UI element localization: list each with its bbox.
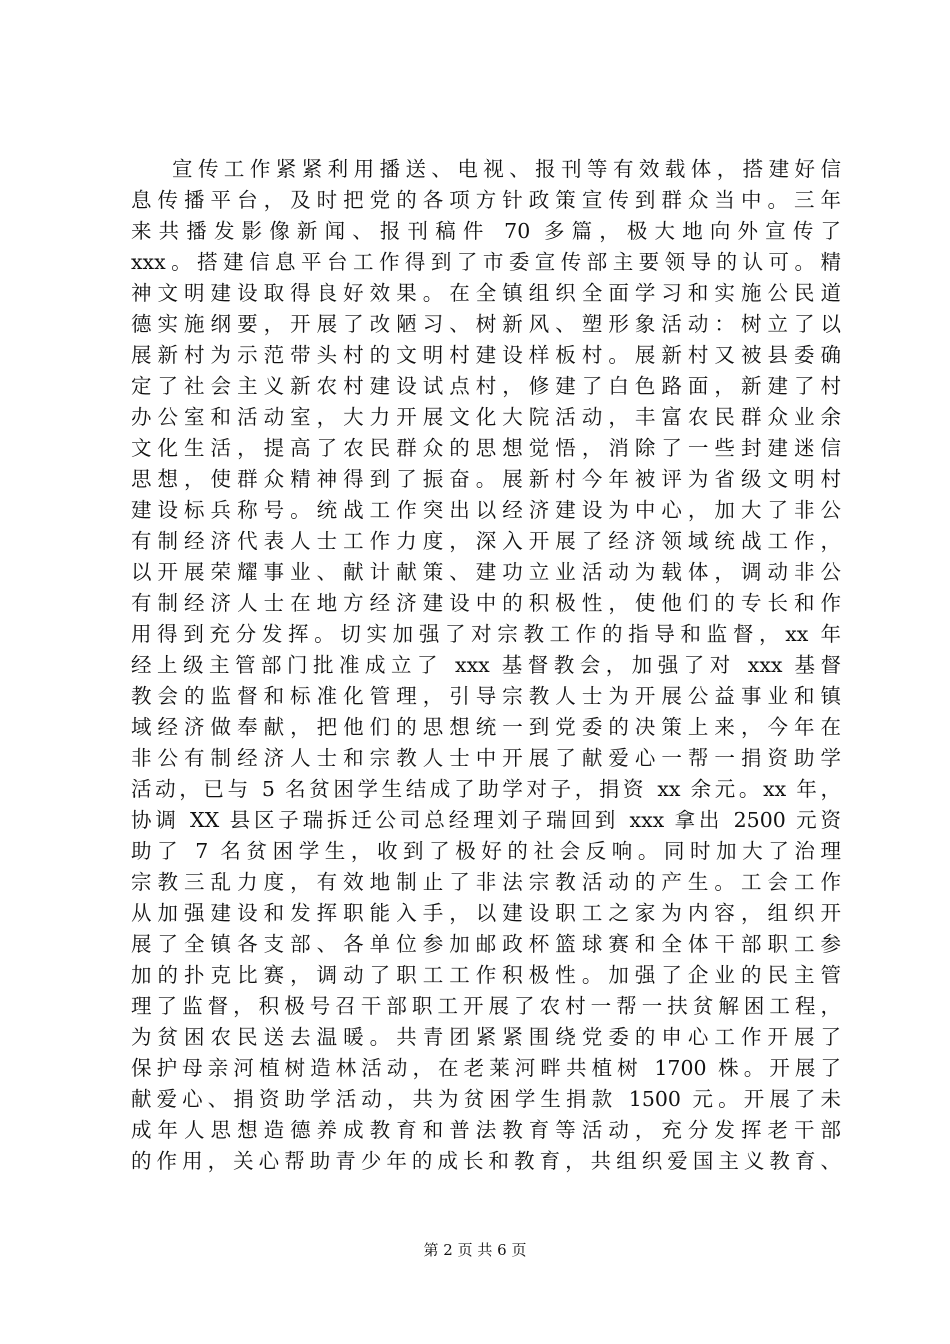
text-line: 来共播发影像新闻、报刊稿件 70 多篇，极大地向外宣传了	[131, 219, 841, 243]
text-line: 德实施纲要，开展了改陋习、树新风、塑形象活动：树立了以	[131, 312, 841, 336]
text-line: 用得到充分发挥。切实加强了对宗教工作的指导和监督，xx 年	[131, 622, 841, 646]
text-line: 保护母亲河植树造林活动，在老莱河畔共植树 1700 株。开展了	[131, 1056, 841, 1080]
page-number-label: 第 2 页 共 6 页	[423, 1241, 527, 1259]
text-line: 展了全镇各支部、各单位参加邮政杯篮球赛和全体干部职工参	[131, 932, 841, 956]
text-line: 神文明建设取得良好效果。在全镇组织全面学习和实施公民道	[131, 281, 841, 305]
text-line: 宣传工作紧紧利用播送、电视、报刊等有效载体，搭建好信	[172, 157, 841, 181]
text-line: 献爱心、捐资助学活动，共为贫困学生捐款 1500 元。开展了未	[131, 1087, 841, 1111]
text-line: 从加强建设和发挥职能入手，以建设职工之家为内容，组织开	[131, 901, 841, 925]
body-paragraph	[131, 154, 841, 1177]
text-line: 活动，已与 5 名贫困学生结成了助学对子，捐资 xx 余元。xx 年，	[131, 777, 841, 801]
text-line: xxx。搭建信息平台工作得到了市委宣传部主要领导的认可。精	[131, 250, 841, 274]
text-line: 为贫困农民送去温暖。共青团紧紧围绕党委的申心工作开展了	[131, 1025, 841, 1049]
text-line: 有制经济人士在地方经济建设中的积极性，使他们的专长和作	[131, 591, 841, 615]
text-line: 加的扑克比赛，调动了职工工作积极性。加强了企业的民主管	[131, 963, 841, 987]
text-line: 以开展荣耀事业、献计献策、建功立业活动为载体，调动非公	[131, 560, 841, 584]
text-line: 展新村为示范带头村的文明村建设样板村。展新村又被县委确	[131, 343, 841, 367]
text-line: 理了监督，积极号召干部职工开展了农村一帮一扶贫解困工程，	[131, 994, 841, 1018]
text-line: 非公有制经济人士和宗教人士中开展了献爱心一帮一捐资助学	[131, 746, 841, 770]
text-line: 的作用，关心帮助青少年的成长和教育，共组织爱国主义教育、	[131, 1149, 841, 1173]
text-line: 建设标兵称号。统战工作突出以经济建设为中心，加大了非公	[131, 498, 841, 522]
text-line: 助了 7 名贫困学生，收到了极好的社会反响。同时加大了治理	[131, 839, 841, 863]
text-line: 息传播平台，及时把党的各项方针政策宣传到群众当中。三年	[131, 188, 841, 212]
text-line: 思想，使群众精神得到了振奋。展新村今年被评为省级文明村	[131, 467, 841, 491]
page-footer	[0, 1240, 950, 1260]
text-line: 宗教三乱力度，有效地制止了非法宗教活动的产生。工会工作	[131, 870, 841, 894]
text-line: 教会的监督和标准化管理，引导宗教人士为开展公益事业和镇	[131, 684, 841, 708]
text-line: 有制经济代表人士工作力度，深入开展了经济领域统战工作，	[131, 529, 841, 553]
text-line: 域经济做奉献，把他们的思想统一到党委的决策上来，今年在	[131, 715, 841, 739]
text-line: 经上级主管部门批准成立了 xxx 基督教会，加强了对 xxx 基督	[131, 653, 841, 677]
text-line: 办公室和活动室，大力开展文化大院活动，丰富农民群众业余	[131, 405, 841, 429]
text-line: 协调 XX 县区子瑞拆迁公司总经理刘子瑞回到 xxx 拿出 2500 元资	[131, 808, 841, 832]
text-line: 定了社会主义新农村建设试点村，修建了白色路面，新建了村	[131, 374, 841, 398]
text-line: 成年人思想造德养成教育和普法教育等活动，充分发挥老干部	[131, 1118, 841, 1142]
text-line: 文化生活，提高了农民群众的思想觉悟，消除了一些封建迷信	[131, 436, 841, 460]
